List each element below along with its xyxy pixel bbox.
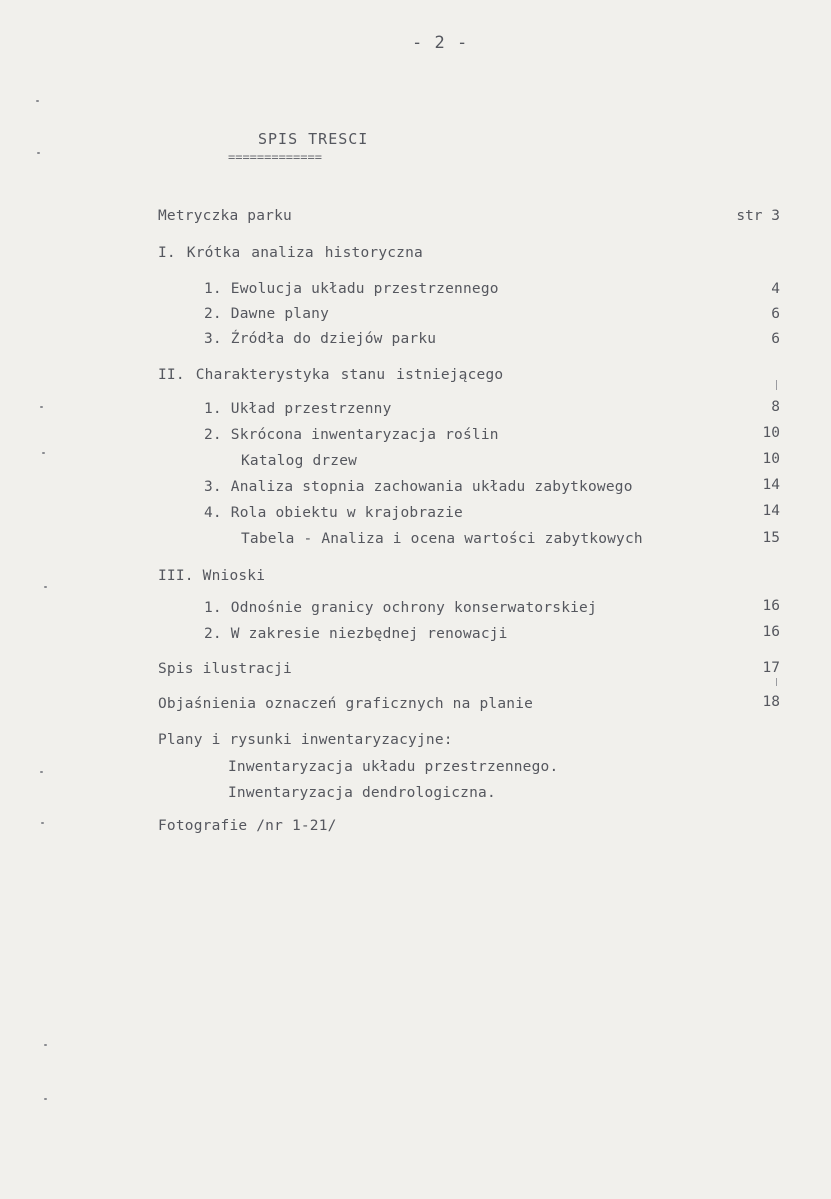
toc-entry-2-2: 2. Skrócona inwentaryzacja roślin — [204, 427, 499, 443]
toc-page-1-3: 6 — [771, 331, 780, 347]
toc-page-1-2: 6 — [771, 306, 780, 322]
toc-page-3-2: 16 — [762, 624, 780, 640]
scan-mark — [776, 678, 777, 686]
toc-section-2: II. Charakterystyka stanu istniejącego — [158, 367, 504, 383]
toc-entry-tabela: Tabela - Analiza i ocena wartości zabytkowych — [241, 531, 643, 547]
toc-page-2-3: 14 — [762, 477, 780, 493]
toc-entry-1-2: 2. Dawne plany — [204, 306, 330, 322]
toc-entry-1-3: 3. Źródła do dziejów parku — [204, 331, 437, 347]
toc-subentry-inwentaryzacja-ukladu: Inwentaryzacja układu przestrzennego. — [228, 759, 559, 775]
margin-speck — [44, 1098, 47, 1100]
toc-entry-katalog: Katalog drzew — [241, 453, 358, 469]
toc-entry-plany: Plany i rysunki inwentaryzacyjne: — [158, 732, 453, 748]
toc-entry-3-2: 2. W zakresie niezbędnej renowacji — [204, 626, 508, 642]
margin-speck — [40, 406, 43, 408]
toc-subentry-inwentaryzacja-dendro: Inwentaryzacja dendrologiczna. — [228, 785, 496, 801]
toc-entry-spis-ilustracji: Spis ilustracji — [158, 661, 292, 677]
toc-entry-metryczka: Metryczka parku — [158, 208, 292, 224]
page-number: - 2 - — [412, 33, 469, 53]
toc-entry-1-1: 1. Ewolucja układu przestrzennego — [204, 281, 499, 297]
margin-speck — [42, 452, 45, 454]
toc-page-2-4: 14 — [762, 503, 780, 519]
margin-speck — [36, 100, 39, 102]
margin-speck — [41, 822, 44, 824]
toc-entry-fotografie: Fotografie /nr 1-21/ — [158, 818, 337, 834]
toc-entry-3-1: 1. Odnośnie granicy ochrony konserwatorskiej — [204, 600, 597, 616]
margin-speck — [44, 586, 47, 588]
toc-page-1-1: 4 — [771, 281, 780, 297]
toc-section-1: I. Krótka analiza historyczna — [158, 245, 423, 261]
margin-speck — [44, 1044, 47, 1046]
toc-page-spis-ilustracji: 17 — [762, 660, 780, 676]
scan-mark — [776, 380, 777, 390]
toc-entry-2-4: 4. Rola obiektu w krajobrazie — [204, 505, 463, 521]
toc-page-katalog: 10 — [762, 451, 780, 467]
toc-title: SPIS TRESCI — [258, 130, 369, 148]
toc-entry-2-1: 1. Układ przestrzenny — [204, 401, 392, 417]
toc-entry-2-3: 3. Analiza stopnia zachowania układu zabytkowego — [204, 479, 633, 495]
toc-title-underline: ============= — [228, 150, 322, 164]
toc-page-2-2: 10 — [762, 425, 780, 441]
toc-page-2-1: 8 — [771, 399, 780, 415]
toc-page-3-1: 16 — [762, 598, 780, 614]
toc-entry-objasnienia: Objaśnienia oznaczeń graficznych na planie — [158, 696, 534, 712]
margin-speck — [40, 771, 43, 773]
toc-page-tabela: 15 — [762, 530, 780, 546]
margin-speck — [37, 152, 40, 154]
toc-page-metryczka: str 3 — [736, 208, 780, 224]
toc-page-objasnienia: 18 — [762, 694, 780, 710]
toc-section-3: III. Wnioski — [158, 568, 266, 584]
